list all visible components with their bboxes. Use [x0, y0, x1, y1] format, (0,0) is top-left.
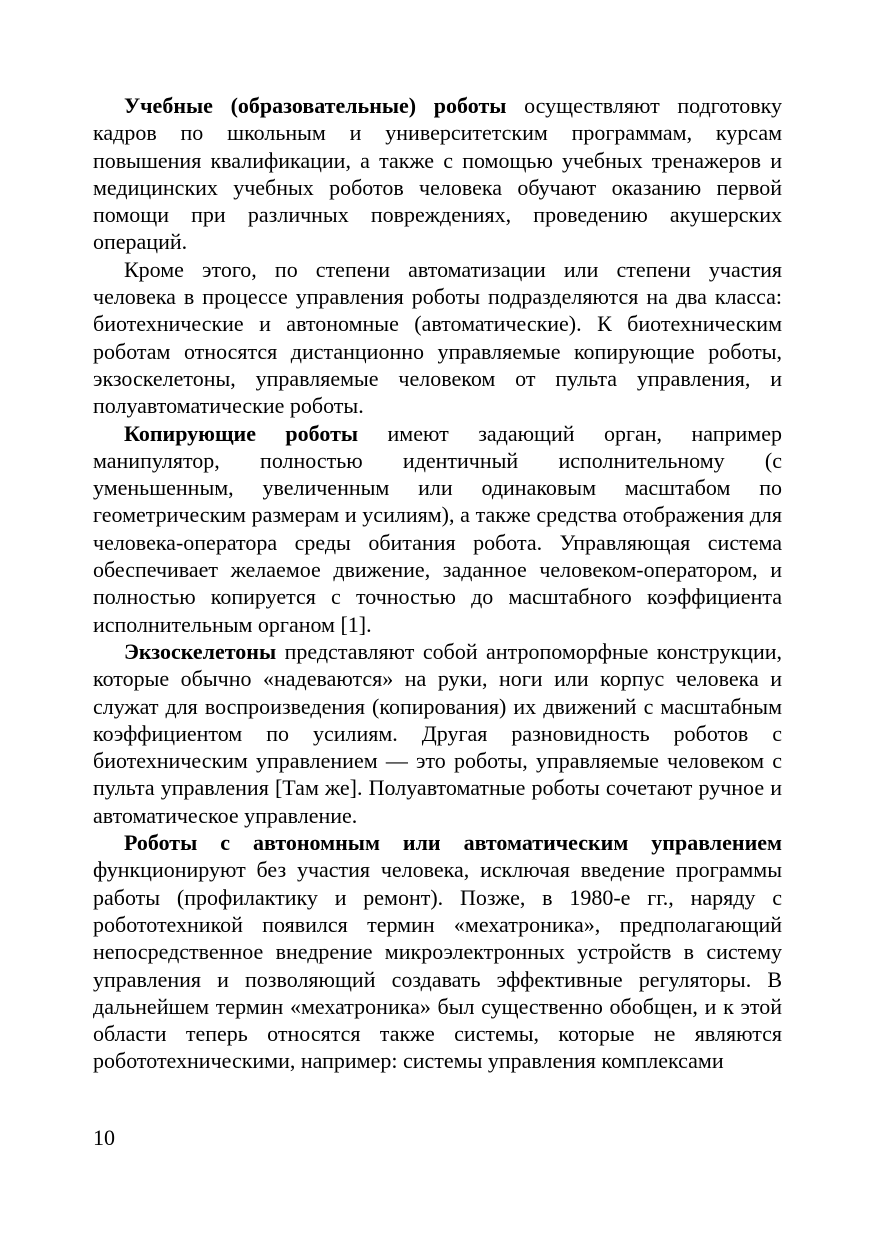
term-copying-robots: Копирующие роботы — [124, 420, 359, 446]
paragraph-educational-robots — [93, 92, 782, 256]
term-autonomous-robots: Роботы с автономным или автоматическим управлением — [124, 830, 782, 856]
term-educational-robots: Учебные (образовательные) роботы — [124, 93, 507, 118]
paragraph-copying-robots — [93, 420, 782, 638]
paragraph-robot-classes — [93, 256, 782, 420]
term-exoskeletons: Экзоскелетоны — [124, 638, 277, 664]
paragraph-text: имеют задающий орган, например манипулятор, полностью идентичный исполнительному (с уменьшенным, увеличенным или одинаковым масштабом по геометрическим размерам и усилиям), а также средства отображения для человека-оператора среды обитания робота. Управляющая система обеспечивает желаемое движение, заданное человеком-оператором, и полностью копируется с точностью до масштабного коэффициента исполнительным органом [1]. — [93, 420, 782, 637]
paragraph-autonomous-robots — [93, 829, 782, 1075]
paragraph-text: Кроме этого, по степени автоматизации или степени участия человека в процессе управления роботы подразделяются на два класса: биотехнические и автономные (автоматические). К биотехническим роботам относятся дистанционно управляемые копирующие роботы, экзоскелетоны, управляемые человеком от пульта управления, и полуавтоматические роботы. — [93, 256, 782, 419]
paragraph-text: функционируют без участия человека, исключая введение программы работы (профилактику и ремонт). Позже, в 1980-е гг., наряду с робототехникой появился термин «мехатроника», предполагающий непосредственное внедрение микроэлектронных устройств в систему управления и позволяющий создавать эффективные регуляторы. В дальнейшем термин «мехатроника» был существенно обобщен, и к этой области теперь относятся также системы, которые не являются робототехническими, например: системы управления комплексами — [93, 857, 782, 1074]
page-number: 10 — [93, 1125, 115, 1150]
paragraph-text: представляют собой антропоморфные конструкции, которые обычно «надеваются» на руки, ноги или корпус человека и служат для воспроизведения (копирования) их движений с масштабным коэффициентом по усилиям. Другая разновидность роботов с биотехническим управлением — это роботы, управляемые человеком с пульта управления [Там же]. Полуавтоматные роботы сочетают ручное и автоматическое управление. — [93, 638, 782, 828]
paragraph-text: осуществляют подготовку кадров по школьным и университетским программам, курсам повышения квалификации, а также с помощью учебных тренажеров и медицинских учебных роботов человека обучают оказанию первой помощи при различных повреждениях, проведению акушерских операций. — [93, 93, 782, 255]
paragraph-exoskeletons — [93, 638, 782, 829]
body-text — [93, 92, 782, 1075]
